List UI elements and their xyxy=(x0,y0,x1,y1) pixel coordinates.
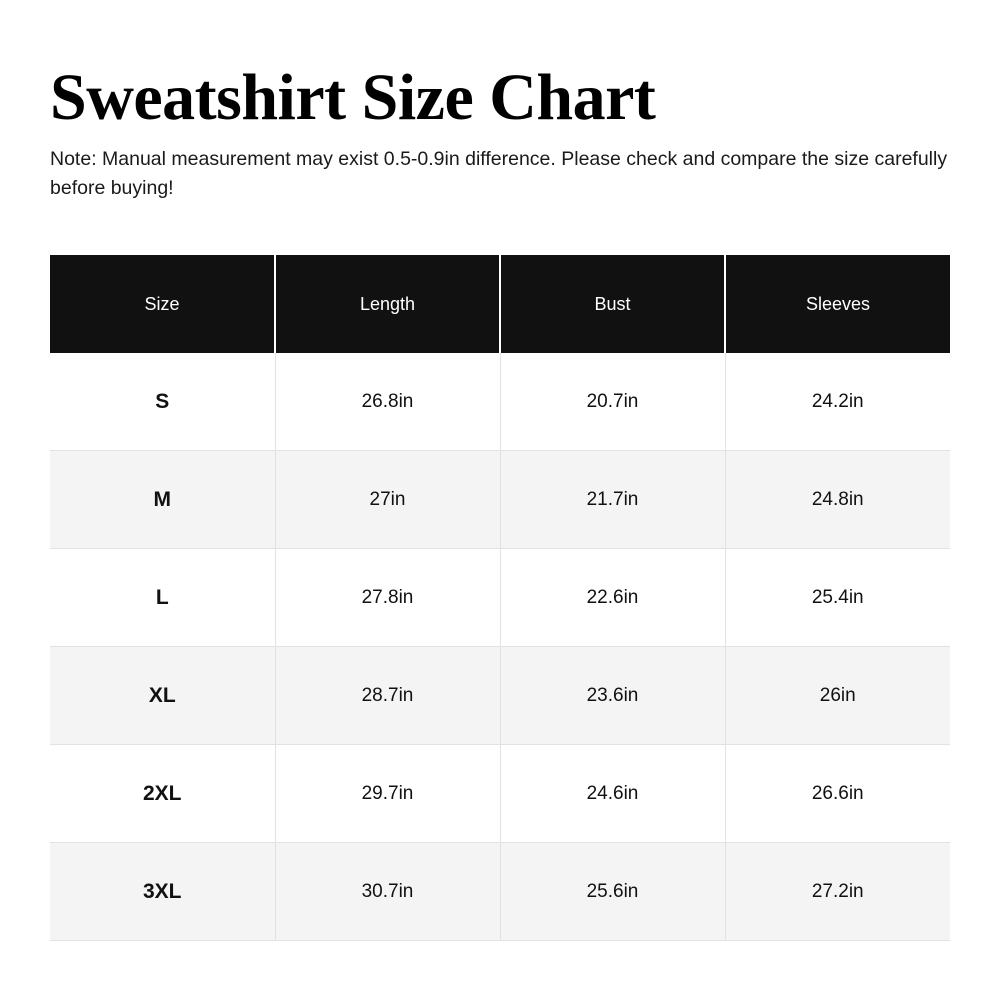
table-body xyxy=(50,353,950,941)
cell-sleeves: 25.4in xyxy=(725,549,950,647)
table-row xyxy=(50,353,950,451)
cell-sleeves: 26in xyxy=(725,647,950,745)
table-row xyxy=(50,549,950,647)
measurement-note: Note: Manual measurement may exist 0.5-0.9in difference. Please check and compare the size carefully before buying! xyxy=(50,148,948,199)
cell-bust: 21.7in xyxy=(500,451,725,549)
table-row xyxy=(50,451,950,549)
cell-length: 28.7in xyxy=(275,647,500,745)
cell-size: 2XL xyxy=(50,745,275,843)
column-header-sleeves: Sleeves xyxy=(725,255,950,353)
cell-size: XL xyxy=(50,647,275,745)
size-chart-table xyxy=(50,255,950,941)
cell-length: 27.8in xyxy=(275,549,500,647)
column-header-bust: Bust xyxy=(500,255,725,353)
cell-bust: 25.6in xyxy=(500,843,725,941)
cell-size: 3XL xyxy=(50,843,275,941)
cell-sleeves: 24.2in xyxy=(725,353,950,451)
cell-length: 27in xyxy=(275,451,500,549)
size-chart-table-wrapper xyxy=(50,255,950,941)
column-header-length: Length xyxy=(275,255,500,353)
cell-bust: 24.6in xyxy=(500,745,725,843)
table-row xyxy=(50,843,950,941)
cell-bust: 22.6in xyxy=(500,549,725,647)
column-header-size: Size xyxy=(50,255,275,353)
cell-length: 26.8in xyxy=(275,353,500,451)
cell-bust: 20.7in xyxy=(500,353,725,451)
cell-size: S xyxy=(50,353,275,451)
cell-length: 29.7in xyxy=(275,745,500,843)
table-header xyxy=(50,255,950,353)
cell-sleeves: 26.6in xyxy=(725,745,950,843)
cell-sleeves: 27.2in xyxy=(725,843,950,941)
cell-length: 30.7in xyxy=(275,843,500,941)
cell-bust: 23.6in xyxy=(500,647,725,745)
cell-size: M xyxy=(50,451,275,549)
page-title: Sweatshirt Size Chart xyxy=(50,61,656,134)
table-header-row xyxy=(50,255,950,353)
cell-size: L xyxy=(50,549,275,647)
table-row xyxy=(50,647,950,745)
cell-sleeves: 24.8in xyxy=(725,451,950,549)
table-row xyxy=(50,745,950,843)
